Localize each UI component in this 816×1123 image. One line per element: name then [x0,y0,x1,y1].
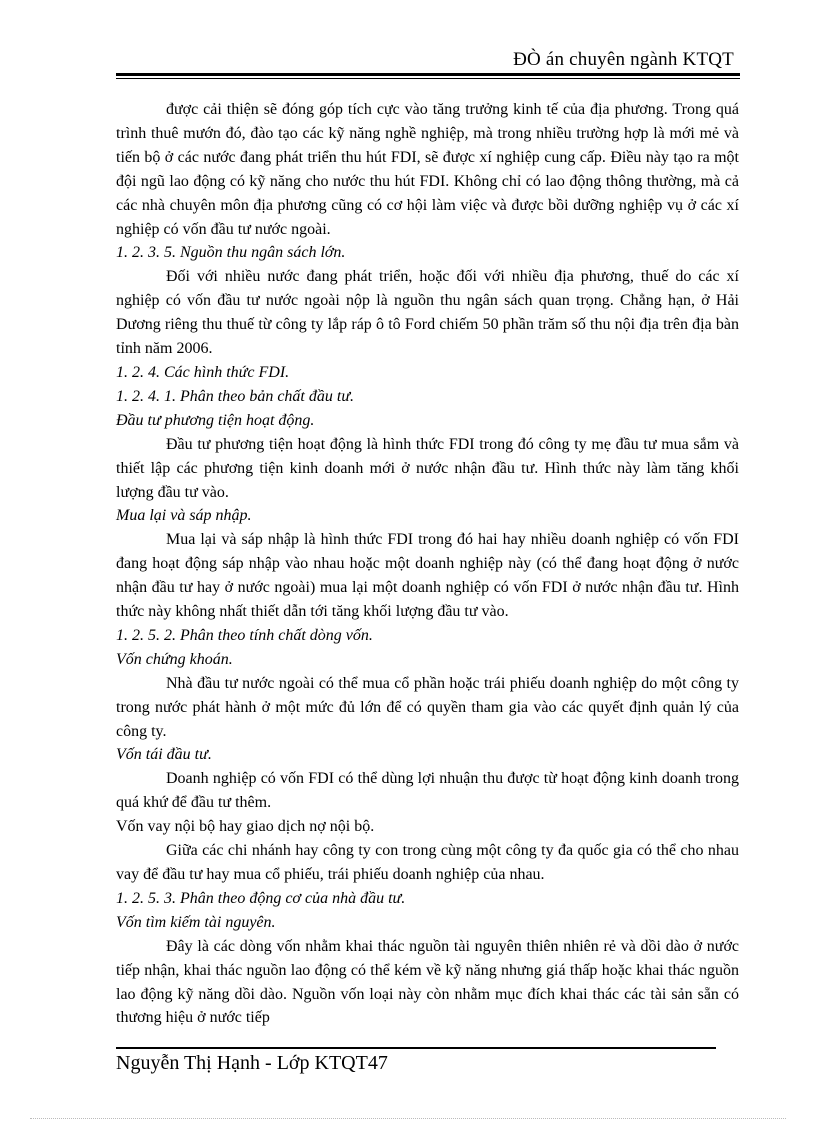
footer-rule [116,1047,716,1049]
paragraph: Mua lại và sáp nhập là hình thức FDI trong đó hai hay nhiều doanh nghiệp có vốn FDI đang hoạt động sáp nhập vào nhau hoặc một doanh nghiệp này (có thể đang hoạt động ở nước nhận đầu tư hay ở nước ngoài) mua lại một doanh nghiệp có vốn FDI ở nước nhận đầu tư. Hình thức này không nhất thiết dẫn tới tăng khối lượng đầu tư vào. [116,531,739,621]
paragraph: Nhà đầu tư nước ngoài có thể mua cổ phần hoặc trái phiếu doanh nghiệp do một công ty trong nước phát hành ở một mức đủ lớn để có quyền tham gia vào các quyết định quản lý của công ty. [116,674,739,740]
subsection-heading: Vốn vay nội bộ hay giao dịch nợ nội bộ. [116,818,375,836]
paragraph: Doanh nghiệp có vốn FDI có thể dùng lợi nhuận thu được từ hoạt động kinh doanh trong quá khứ để đầu tư thêm. [116,770,739,812]
subsection-heading: Vốn chứng khoán. [116,650,233,668]
section-heading: 1. 2. 5. 3. Phân theo động cơ của nhà đầu tư. [116,889,406,907]
header-rule [116,73,740,76]
paragraph: Giữa các chi nhánh hay công ty con trong cùng một công ty đa quốc gia có thể cho nhau vay để đầu tư hay mua cổ phiếu, trái phiếu doanh nghiệp của nhau. [116,842,739,883]
section-heading: 1. 2. 4. 1. Phân theo bản chất đầu tư. [116,387,355,405]
header-rule-thin [116,78,740,79]
subsection-heading: Vốn tìm kiếm tài nguyên. [116,913,276,931]
paragraph: Đầu tư phương tiện hoạt động là hình thức FDI trong đó công ty mẹ đầu tư mua sắm và thiết lập các phương tiện kinh doanh mới ở nước nhận đầu tư. Hình thức này làm tăng khối lượng đầu tư vào. [116,435,739,501]
section-heading: 1. 2. 4. Các hình thức FDI. [116,363,290,381]
section-heading: 1. 2. 3. 5. Nguồn thu ngân sách lớn. [116,244,346,262]
footer-author: Nguyễn Thị Hạnh - Lớp KTQT47 [116,1052,388,1074]
section-heading: 1. 2. 5. 2. Phân theo tính chất dòng vốn. [116,626,373,644]
subsection-heading: Đầu tư phương tiện hoạt động. [116,411,315,429]
paragraph: Đây là các dòng vốn nhằm khai thác nguồn tài nguyên thiên nhiên rẻ và dồi dào ở nước tiếp nhận, khai thác nguồn lao động có thể kém về kỹ năng nhưng giá thấp hoặc khai thác nguồn lao động kỹ năng dồi dào. Nguồn vốn loại này còn nhằm mục đích khai thác các tài sản sẵn có thương hiệu ở nước tiếp [116,937,739,1027]
subsection-heading: Mua lại và sáp nhập. [116,507,252,525]
subsection-heading: Vốn tái đầu tư. [116,746,212,764]
paragraph: Đối với nhiều nước đang phát triển, hoặc đối với nhiều địa phương, thuế do các xí nghiệp có vốn đầu tư nước ngoài nộp là nguồn thu ngân sách quan trọng. Chẳng hạn, ở Hải Dương riêng thu thuế từ công ty lắp ráp ô tô Ford chiếm 50 phần trăm số thu nội địa trên địa bàn tỉnh năm 2006. [116,268,739,358]
page-header [116,45,740,85]
page-edge [30,1118,786,1119]
header-title: ĐÒ án chuyên ngành KTQT [513,49,734,70]
document-body [116,98,739,1030]
paragraph: được cải thiện sẽ đóng góp tích cực vào tăng trưởng kinh tế của địa phương. Trong quá trình thuê mướn đó, đào tạo các kỹ năng nghề nghiệp, mà trong nhiều trường hợp là mới mẻ và tiến bộ ở các nước đang phát triển thu hút FDI, sẽ được xí nghiệp cung cấp. Điều này tạo ra một đội ngũ lao động có kỹ năng cho nước thu hút FDI. Không chỉ có lao động thông thường, mà cả các nhà chuyên môn địa phương cũng có cơ hội làm việc và được bồi dưỡng nghiệp vụ ở các xí nghiệp có vốn đầu tư nước ngoài. [116,101,739,238]
